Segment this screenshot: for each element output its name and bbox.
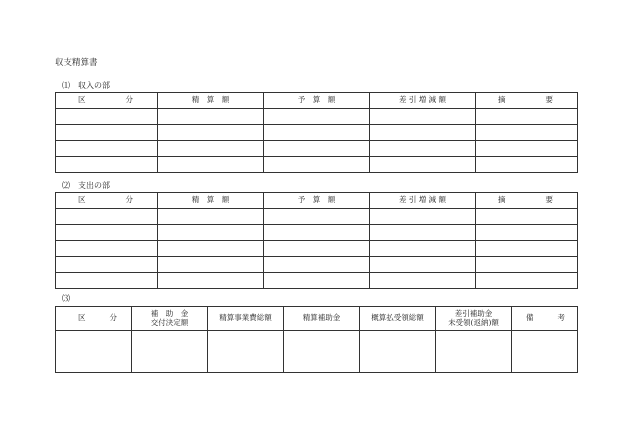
expense-table bbox=[55, 192, 578, 289]
section1-number: ⑴ bbox=[62, 81, 70, 90]
cell[interactable] bbox=[264, 141, 370, 157]
income-header-row bbox=[56, 93, 578, 109]
cell[interactable] bbox=[476, 241, 578, 257]
table-row bbox=[56, 331, 578, 373]
subsidy-header-kubun: 区 分 bbox=[56, 307, 132, 331]
cell[interactable] bbox=[56, 331, 132, 373]
income-header-sabiki: 差 引 増 減 額 bbox=[370, 93, 476, 109]
cell[interactable] bbox=[158, 125, 264, 141]
cell[interactable] bbox=[56, 157, 158, 173]
cell[interactable] bbox=[158, 241, 264, 257]
cell[interactable] bbox=[370, 141, 476, 157]
cell[interactable] bbox=[132, 331, 208, 373]
cell[interactable] bbox=[56, 109, 158, 125]
cell[interactable] bbox=[56, 241, 158, 257]
cell[interactable] bbox=[360, 331, 436, 373]
subsidy-header-biko: 備 考 bbox=[512, 307, 578, 331]
table-row bbox=[56, 125, 578, 141]
section3-heading bbox=[62, 293, 78, 304]
cell[interactable] bbox=[158, 225, 264, 241]
section2-heading bbox=[62, 180, 110, 191]
expense-header-tekiyo: 摘 要 bbox=[476, 193, 578, 209]
income-header-yosan: 予 算 額 bbox=[264, 93, 370, 109]
expense-header-row bbox=[56, 193, 578, 209]
cell[interactable] bbox=[370, 209, 476, 225]
cell[interactable] bbox=[158, 257, 264, 273]
cell[interactable] bbox=[370, 157, 476, 173]
table-row bbox=[56, 225, 578, 241]
table-row bbox=[56, 273, 578, 289]
cell[interactable] bbox=[56, 125, 158, 141]
cell[interactable] bbox=[158, 109, 264, 125]
cell[interactable] bbox=[56, 273, 158, 289]
income-header-kubun: 区 分 bbox=[56, 93, 158, 109]
document-title: 収支精算書 bbox=[55, 58, 98, 68]
cell[interactable] bbox=[284, 331, 360, 373]
cell[interactable] bbox=[476, 225, 578, 241]
subsidy-header-seisan-hojo: 精算補助金 bbox=[284, 307, 360, 331]
cell[interactable] bbox=[476, 141, 578, 157]
section2-label: 支出の部 bbox=[78, 181, 110, 190]
income-header-seisan: 精 算 額 bbox=[158, 93, 264, 109]
section1-label: 収入の部 bbox=[78, 81, 110, 90]
cell[interactable] bbox=[158, 141, 264, 157]
cell[interactable] bbox=[264, 209, 370, 225]
section1-heading bbox=[62, 80, 110, 91]
cell[interactable] bbox=[264, 125, 370, 141]
cell[interactable] bbox=[264, 257, 370, 273]
subsidy-header-gaisan: 概算払受領総額 bbox=[360, 307, 436, 331]
subsidy-header-seisan-jigyo: 精算事業費総額 bbox=[208, 307, 284, 331]
cell[interactable] bbox=[370, 109, 476, 125]
table-row bbox=[56, 209, 578, 225]
subsidy-header-sabiki: 差引補助金 未受領(返納)額 bbox=[436, 307, 512, 331]
cell[interactable] bbox=[264, 241, 370, 257]
income-header-tekiyo: 摘 要 bbox=[476, 93, 578, 109]
expense-header-seisan: 精 算 額 bbox=[158, 193, 264, 209]
cell[interactable] bbox=[264, 109, 370, 125]
cell[interactable] bbox=[512, 331, 578, 373]
cell[interactable] bbox=[56, 141, 158, 157]
cell[interactable] bbox=[370, 225, 476, 241]
cell[interactable] bbox=[264, 273, 370, 289]
cell[interactable] bbox=[158, 209, 264, 225]
table-row bbox=[56, 241, 578, 257]
cell[interactable] bbox=[370, 257, 476, 273]
income-table bbox=[55, 92, 578, 173]
cell[interactable] bbox=[56, 225, 158, 241]
cell[interactable] bbox=[264, 157, 370, 173]
cell[interactable] bbox=[476, 209, 578, 225]
expense-header-sabiki: 差 引 増 減 額 bbox=[370, 193, 476, 209]
cell[interactable] bbox=[476, 125, 578, 141]
expense-header-yosan: 予 算 額 bbox=[264, 193, 370, 209]
table-row bbox=[56, 157, 578, 173]
cell[interactable] bbox=[264, 225, 370, 241]
expense-header-kubun: 区 分 bbox=[56, 193, 158, 209]
subsidy-header-row bbox=[56, 307, 578, 331]
cell[interactable] bbox=[476, 157, 578, 173]
cell[interactable] bbox=[56, 257, 158, 273]
subsidy-header-hojo-kettei: 補 助 金 交付決定額 bbox=[132, 307, 208, 331]
table-row bbox=[56, 257, 578, 273]
cell[interactable] bbox=[56, 209, 158, 225]
section3-number: ⑶ bbox=[62, 294, 70, 303]
cell[interactable] bbox=[370, 273, 476, 289]
cell[interactable] bbox=[158, 273, 264, 289]
cell[interactable] bbox=[370, 241, 476, 257]
table-row bbox=[56, 141, 578, 157]
section2-number: ⑵ bbox=[62, 181, 70, 190]
table-row bbox=[56, 109, 578, 125]
cell[interactable] bbox=[476, 257, 578, 273]
cell[interactable] bbox=[208, 331, 284, 373]
cell[interactable] bbox=[476, 273, 578, 289]
cell[interactable] bbox=[436, 331, 512, 373]
cell[interactable] bbox=[476, 109, 578, 125]
cell[interactable] bbox=[158, 157, 264, 173]
cell[interactable] bbox=[370, 125, 476, 141]
subsidy-table bbox=[55, 306, 578, 373]
